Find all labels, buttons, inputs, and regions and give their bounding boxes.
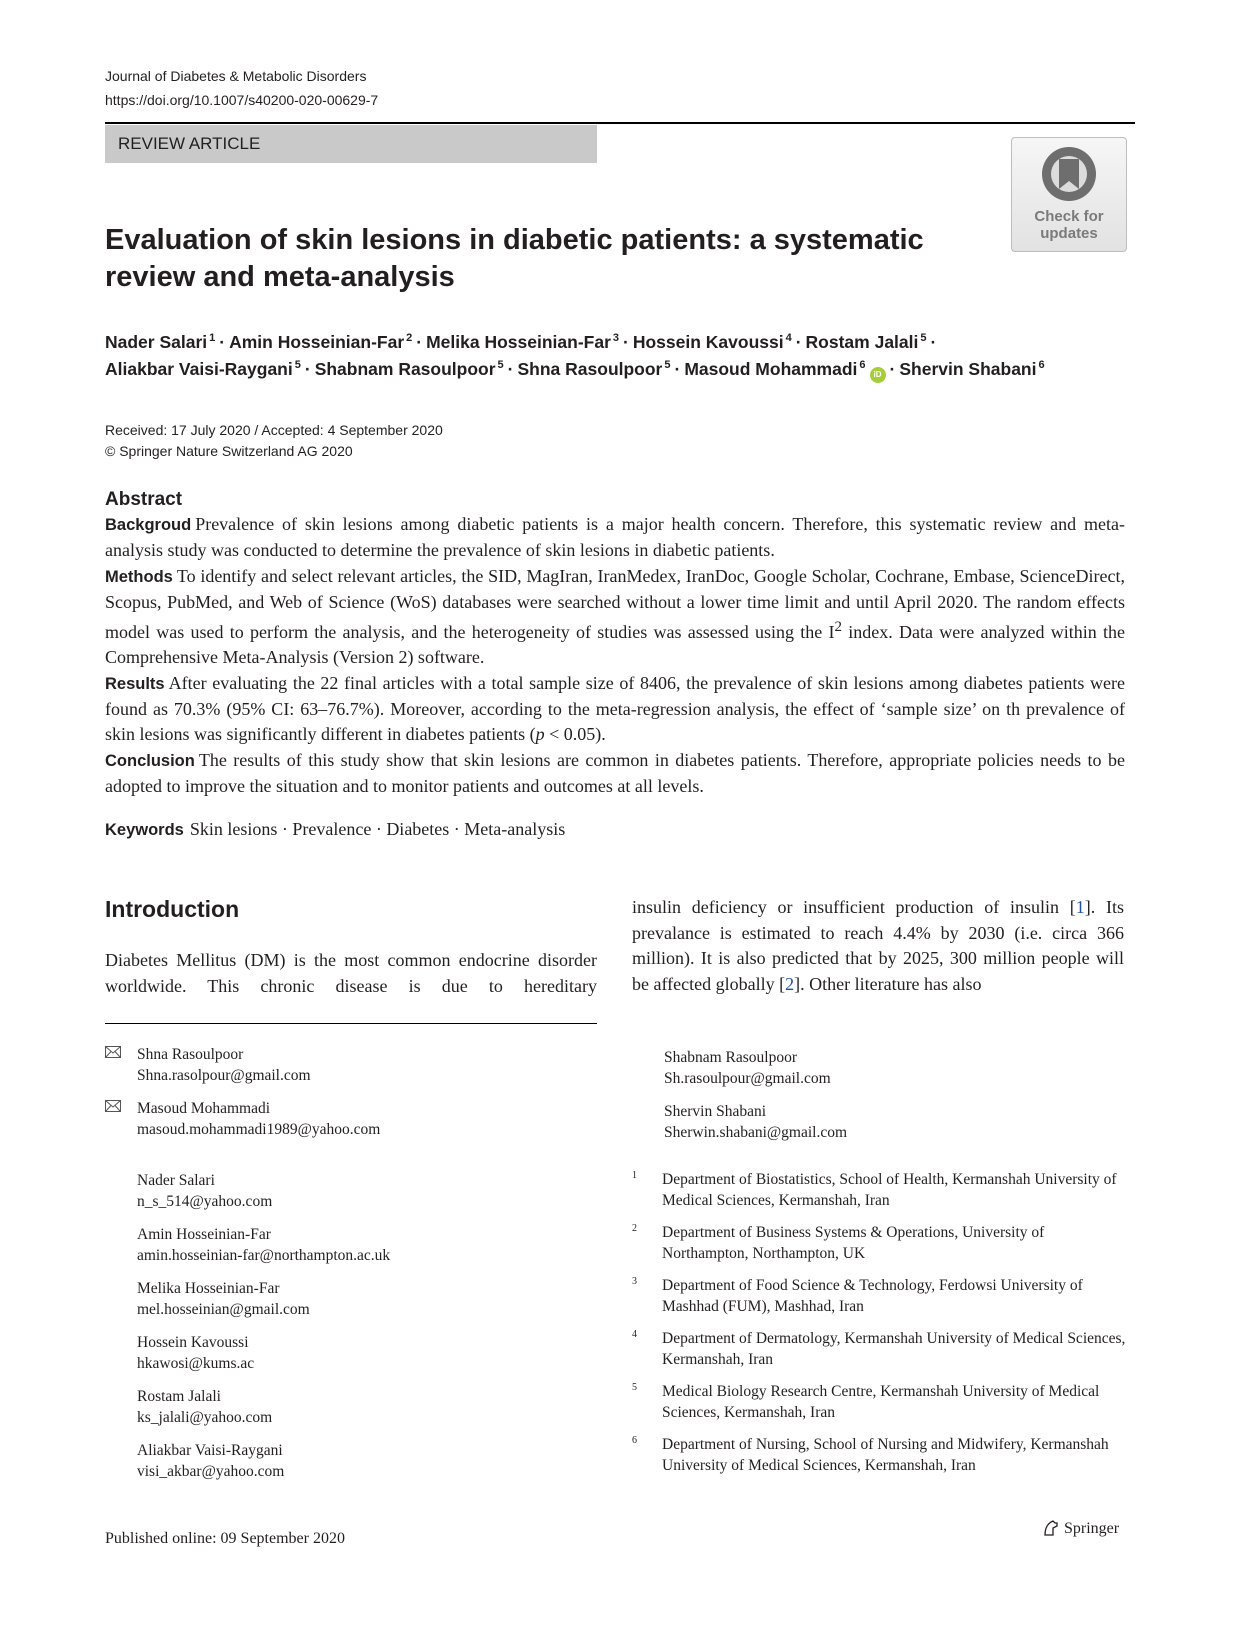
email[interactable]: Sherwin.shabani@gmail.com: [664, 1124, 848, 1141]
affiliation: 4 Department of Dermatology, Kermanshah University of Medical Sciences, Kermanshah, Iran: [632, 1329, 1126, 1368]
received-accepted-dates: Received: 17 July 2020 / Accepted: 4 September 2020: [105, 422, 443, 438]
abstract-conclusion: Conclusion The results of this study show that skin lesions are common in diabetes patients. Therefore, appropriate policies needs to be adopted to improve the situation and to monitor patients and outcomes at all levels.: [105, 749, 1125, 796]
envelope-icon: [105, 1100, 121, 1112]
author-contact: Rostam Jalali ks_jalali@yahoo.com: [105, 1386, 585, 1428]
corresponding-author: Masoud Mohammadi masoud.mohammadi1989@yahoo.com: [105, 1098, 585, 1140]
affiliation: 3 Department of Food Science & Technology, Ferdowsi University of Mashhad (FUM), Mashhad, Iran: [632, 1276, 1083, 1315]
affiliations: [632, 1169, 1132, 1487]
author-contact: Nader Salari n_s_514@yahoo.com: [105, 1170, 585, 1212]
footnote-rule: [105, 1023, 597, 1024]
author[interactable]: Shabnam Rasoulpoor $^5$: [314, 359, 504, 379]
email[interactable]: Shna.rasolpour@gmail.com: [137, 1067, 311, 1084]
email[interactable]: hkawosi@kums.ac: [137, 1355, 255, 1372]
results-label: Results: [105, 674, 165, 693]
author-contact: Melika Hosseinian-Far mel.hosseinian@gmail.com: [105, 1278, 585, 1320]
author[interactable]: Shervin Shabani $^6$: [899, 359, 1045, 379]
springer-horse-icon: [1042, 1519, 1060, 1537]
doi-link[interactable]: https://doi.org/10.1007/s40200-020-00629-7: [105, 92, 379, 108]
orcid-icon[interactable]: iD: [870, 367, 886, 383]
keywords-list: Skin lesions · Prevalence · Diabetes · Meta-analysis: [189, 819, 566, 839]
author-contact: Amin Hosseinian-Far amin.hosseinian-far@northampton.ac.uk: [105, 1224, 585, 1266]
abstract-heading: Abstract: [105, 489, 183, 510]
author[interactable]: Shna Rasoulpoor $^5$: [517, 359, 671, 379]
affiliation: 5 Medical Biology Research Centre, Kermanshah University of Medical Sciences, Kermanshah, Iran: [632, 1382, 1100, 1421]
author[interactable]: Amin Hosseinian-Far $^2$: [229, 332, 413, 352]
keywords: [105, 817, 565, 842]
introduction-left-text: Diabetes Mellitus (DM) is the most common endocrine disorder worldwide. This chronic disease is due to hereditary: [105, 950, 597, 996]
author[interactable]: Aliakbar Vaisi-Raygani $^5$: [105, 359, 301, 379]
article-type: REVIEW ARTICLE: [118, 134, 261, 153]
keywords-label: Keywords: [105, 821, 184, 839]
affiliation: 1 Department of Biostatistics, School of Health, Kermanshah University of Medical Sciences, Kermanshah, Iran: [632, 1170, 1117, 1209]
email[interactable]: visi_akbar@yahoo.com: [137, 1463, 285, 1480]
author-list: Nader Salari $^1$ · Amin Hosseinian-Far $^2$ · Melika Hosseinian-Far $^3$ · Hossein Kavoussi $^4$ · Rostam Jalali $^5$ · Aliakbar Vaisi-Raygani $^5$ · Shabnam Rasoulpoor $^5$ · Shna Rasoulpoor $^5$ · Masoud Mohammadi $^6$iD · Shervin Shabani $^6$: [105, 329, 1145, 383]
email[interactable]: Sh.rasoulpour@gmail.com: [664, 1070, 831, 1087]
contacts-left: [105, 1044, 585, 1494]
abstract-results: Results After evaluating the 22 final articles with a total sample size of 8406, the prevalence of skin lesions among diabetes patients were found as 70.3% (95% CI: 63–76.7%). Moreover, according to the meta-regression analysis, the effect of ‘sample size’ on th prevalence of skin lesions was significantly different in diabetes patients (p < 0.05).: [105, 672, 1125, 745]
author[interactable]: Hossein Kavoussi $^4$: [632, 332, 792, 352]
citation-link[interactable]: 1: [1075, 897, 1085, 917]
author[interactable]: Nader Salari $^1$: [105, 332, 216, 352]
methods-label: Methods: [105, 567, 173, 586]
email[interactable]: n_s_514@yahoo.com: [137, 1193, 273, 1210]
abstract-body: [105, 512, 1125, 799]
author[interactable]: Masoud Mohammadi $^6$: [684, 359, 866, 379]
article-title: Evaluation of skin lesions in diabetic patients: a systematic review and meta-analysis: [105, 224, 924, 293]
envelope-icon: [105, 1046, 121, 1058]
email[interactable]: mel.hosseinian@gmail.com: [137, 1301, 310, 1318]
introduction-right-text: insulin deficiency or insufficient production of insulin [1]. Its prevalance is estimated to reach 4.4% by 2030 (i.e. circa 366 million). It is also predicted that by 2025, 300 million people will be affected globally [2]. Other literature has also: [632, 897, 1124, 994]
email[interactable]: amin.hosseinian-far@northampton.ac.uk: [137, 1247, 391, 1264]
introduction-heading: Introduction: [105, 896, 240, 922]
author-contact: Shervin Shabani Sherwin.shabani@gmail.com: [632, 1101, 1112, 1143]
affiliation: 2 Department of Business Systems & Operations, University of Northampton, Northampton, UK: [632, 1223, 1045, 1262]
author-contact: Aliakbar Vaisi-Raygani visi_akbar@yahoo.com: [105, 1440, 585, 1482]
affiliation: 6 Department of Nursing, School of Nursing and Midwifery, Kermanshah University of Medical Sciences, Kermanshah, Iran: [632, 1435, 1109, 1474]
background-label: Backgroud: [105, 516, 192, 534]
crossmark-icon: [1040, 145, 1098, 203]
author[interactable]: Rostam Jalali $^5$: [805, 332, 927, 352]
copyright-line: © Springer Nature Switzerland AG 2020: [105, 443, 353, 459]
author-contact: Hossein Kavoussi hkawosi@kums.ac: [105, 1332, 585, 1374]
published-online-date: Published online: 09 September 2020: [105, 1530, 345, 1547]
author-contact: Shabnam Rasoulpoor Sh.rasoulpour@gmail.com: [632, 1047, 1112, 1089]
conclusion-label: Conclusion: [105, 751, 195, 770]
publisher-logo[interactable]: Springer: [1042, 1518, 1119, 1540]
author[interactable]: Melika Hosseinian-Far $^3$: [426, 332, 620, 352]
email[interactable]: masoud.mohammadi1989@yahoo.com: [137, 1121, 381, 1138]
crossmark-label: Check for updates: [1034, 208, 1104, 242]
email[interactable]: ks_jalali@yahoo.com: [137, 1409, 273, 1426]
header-rule: [105, 122, 1135, 124]
corresponding-author: Shna Rasoulpoor Shna.rasolpour@gmail.com: [105, 1044, 585, 1086]
contacts-right: [632, 1047, 1112, 1155]
citation-link[interactable]: 2: [785, 973, 795, 994]
journal-name: Journal of Diabetes & Metabolic Disorders: [105, 68, 367, 84]
abstract-methods: Methods To identify and select relevant articles, the SID, MagIran, IranMedex, IranDoc, Google Scholar, Cochrane, Embase, ScienceDirect, Scopus, PubMed, and Web of Science (WoS) databases were searched without a lower time limit and until April 2020. The random effects model was used to perform the analysis, and the heterogeneity of studies was assessed using the $I^2$ index. Data were analyzed within the Comprehensive Meta-Analysis (Version 2) software.: [105, 565, 1125, 668]
abstract-background: Backgroud Prevalence of skin lesions among diabetic patients is a major health concern. Therefore, this systematic review and meta-analysis study was conducted to determine the prevalence of skin lesions in diabetic patients.: [105, 514, 1125, 561]
check-for-updates-badge[interactable]: [1011, 137, 1127, 252]
